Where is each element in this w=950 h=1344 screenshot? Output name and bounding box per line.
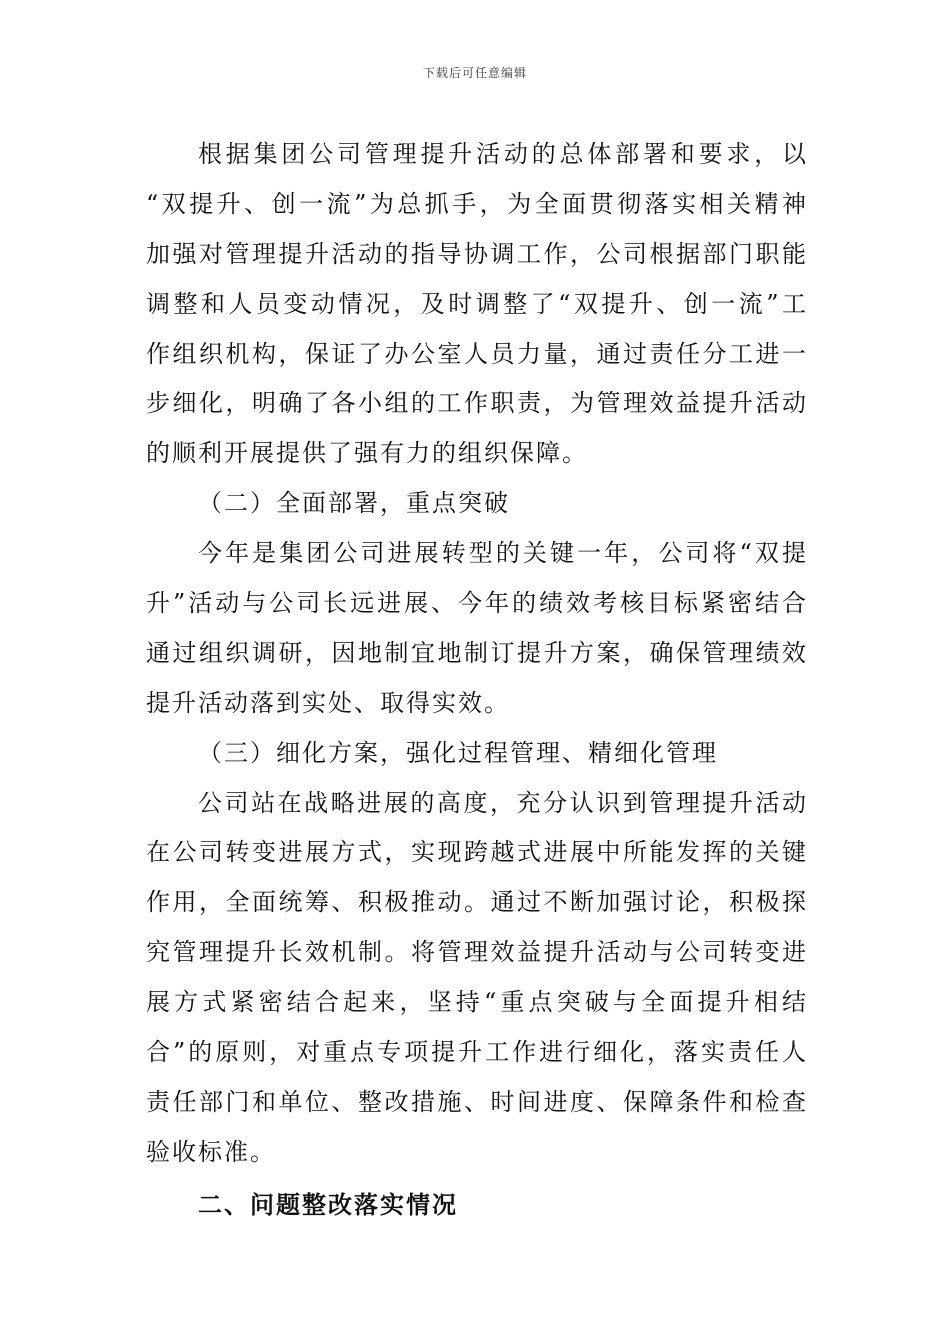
paragraph-line: 调整和人员变动情况，及时调整了“双提升、创一流”工 (146, 289, 806, 318)
paragraph-line: 公司站在战略进展的高度，充分认识到管理提升活动 (198, 788, 806, 817)
section-subheading: （三）细化方案，强化过程管理、精细化管理 (198, 738, 718, 767)
paragraph-line: 作组织机构，保证了办公室人员力量，通过责任分工进一 (146, 339, 806, 368)
paragraph-line: 步细化，明确了各小组的工作职责，为管理效益提升活动 (146, 389, 806, 418)
page-header-note: 下载后可任意编辑 (422, 66, 527, 80)
paragraph-line: 合”的原则，对重点专项提升工作进行细化，落实责任人 (146, 1038, 806, 1067)
section-subheading: （二）全面部署，重点突破 (198, 489, 510, 518)
paragraph-line: 升”活动与公司长远进展、今年的绩效考核目标紧密结合 (146, 589, 806, 618)
paragraph-line: 提升活动落到实处、取得实效。 (146, 688, 510, 717)
paragraph-line: 展方式紧密结合起来，坚持“重点突破与全面提升相结 (146, 988, 806, 1017)
document-body (146, 130, 806, 1231)
paragraph-line: 责任部门和单位、整改措施、时间进度、保障条件和检查 (146, 1087, 806, 1116)
paragraph-line: 在公司转变进展方式，实现跨越式进展中所能发挥的关键 (146, 838, 806, 867)
section-heading: 二、问题整改落实情况 (198, 1190, 458, 1219)
paragraph-line: 的顺利开展提供了强有力的组织保障。 (146, 439, 588, 468)
paragraph-line: 作用，全面统筹、积极推动。通过不断加强讨论，积极探 (146, 888, 806, 917)
paragraph-line: 通过组织调研，因地制宜地制订提升方案，确保管理绩效 (146, 638, 806, 667)
paragraph-line: “双提升、创一流”为总抓手，为全面贯彻落实相关精神 (146, 189, 806, 218)
paragraph-line: 究管理提升长效机制。将管理效益提升活动与公司转变进 (146, 938, 806, 967)
paragraph-line: 今年是集团公司进展转型的关键一年，公司将“双提 (198, 539, 806, 568)
paragraph-line: 加强对管理提升活动的指导协调工作，公司根据部门职能 (146, 239, 806, 268)
paragraph-line: 根据集团公司管理提升活动的总体部署和要求，以 (198, 140, 806, 168)
paragraph-line: 验收标准。 (146, 1137, 276, 1166)
